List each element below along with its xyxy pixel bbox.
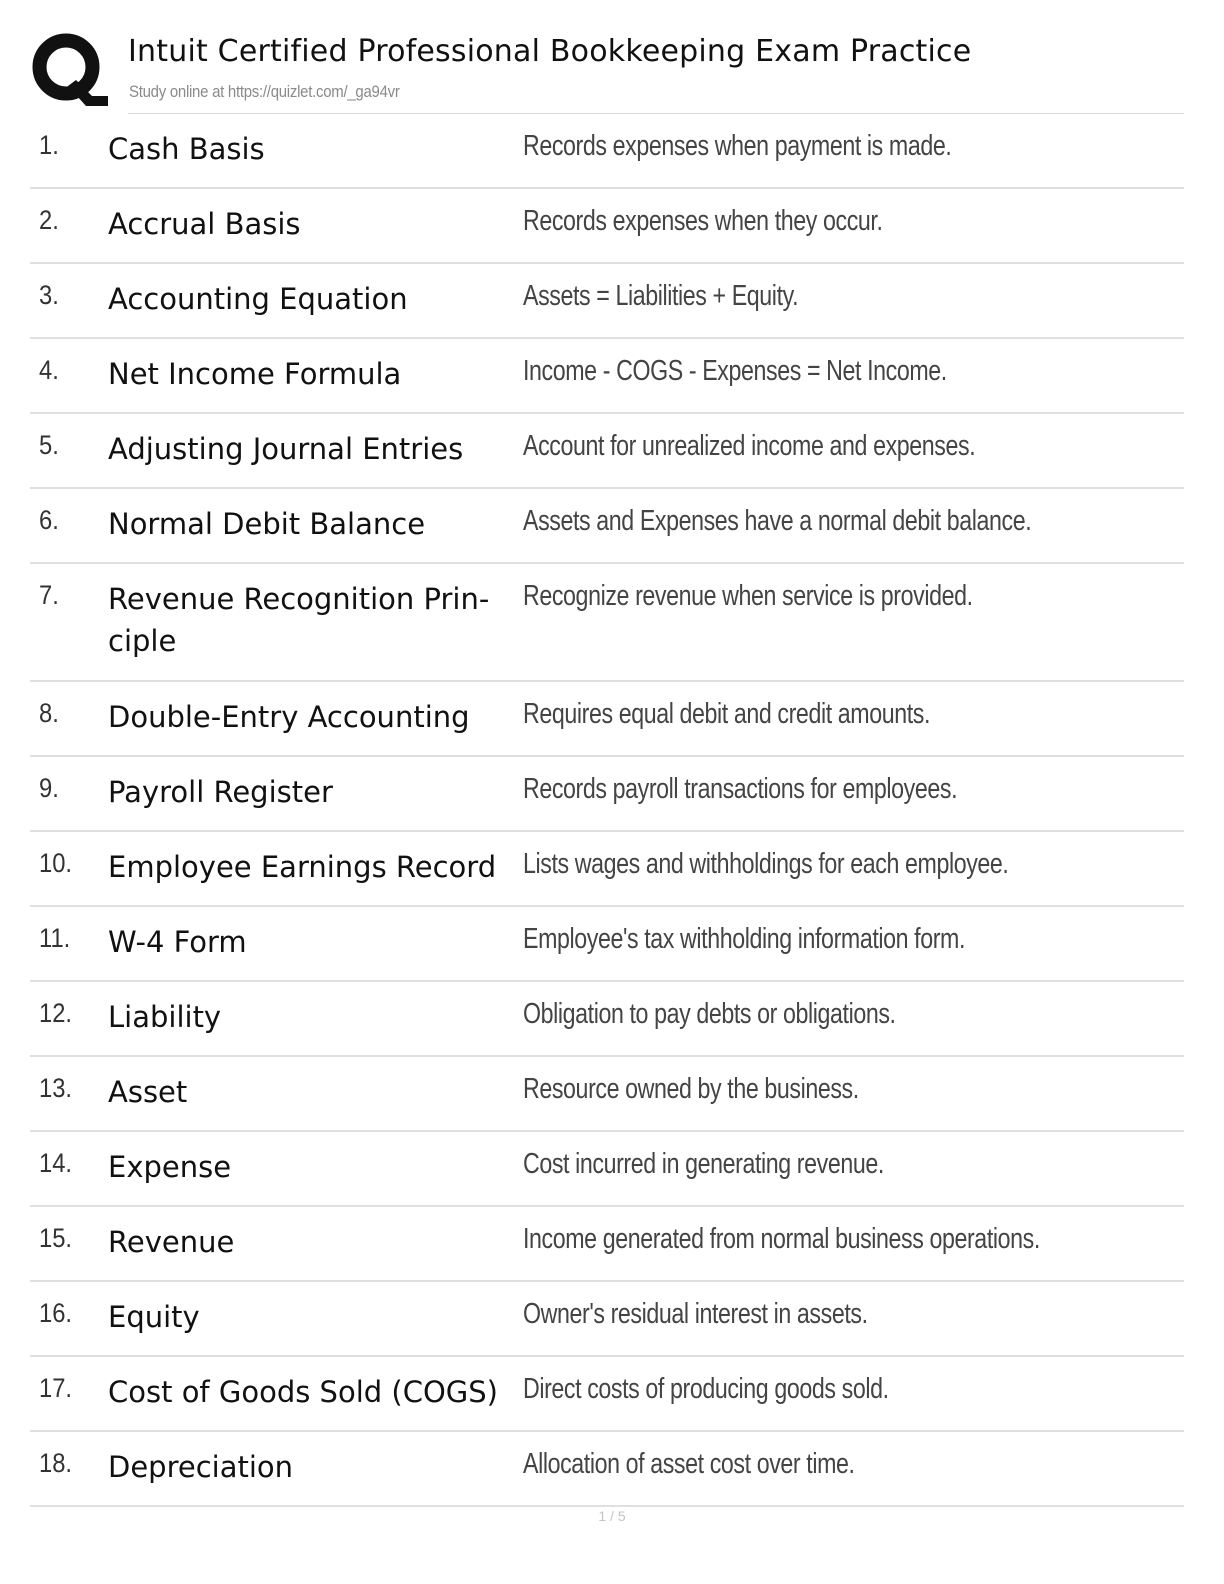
term-label: Liability <box>108 1000 222 1034</box>
term-number: 10. <box>39 848 73 878</box>
term-row <box>30 1057 1184 1132</box>
term-row <box>30 1357 1184 1432</box>
term-definition: Income generated from normal business operations. <box>523 1223 1040 1255</box>
term-label: W-4 Form <box>108 925 247 959</box>
term-definition: Employee's tax withholding information form. <box>523 923 966 955</box>
term-number: 13. <box>39 1073 73 1103</box>
term-label: Payroll Register <box>108 775 333 809</box>
term-row <box>30 189 1184 264</box>
term-list <box>30 114 1184 1507</box>
term-definition: Records expenses when payment is made. <box>523 130 952 162</box>
term-row <box>30 489 1184 564</box>
term-row <box>30 832 1184 907</box>
term-row <box>30 1207 1184 1282</box>
term-definition: Cost incurred in generating revenue. <box>523 1148 884 1180</box>
term-number: 12. <box>39 998 73 1028</box>
term-row <box>30 414 1184 489</box>
term-number: 14. <box>39 1148 73 1178</box>
term-definition: Lists wages and withholdings for each employee. <box>523 848 1009 880</box>
term-definition: Owner's residual interest in assets. <box>523 1298 868 1330</box>
term-label: Accounting Equation <box>108 282 408 316</box>
term-label: Revenue <box>108 1225 235 1259</box>
term-number: 3. <box>39 280 59 310</box>
term-label: Revenue Recognition Prin- ciple <box>108 582 490 658</box>
term-label: Depreciation <box>108 1450 294 1484</box>
page-number: 1 / 5 <box>598 1508 626 1524</box>
term-label: Double-Entry Accounting <box>108 700 470 734</box>
term-number: 18. <box>39 1448 73 1478</box>
term-label: Adjusting Journal Entries <box>108 432 464 466</box>
document-header <box>30 28 1184 114</box>
term-label: Normal Debit Balance <box>108 507 426 541</box>
term-number: 17. <box>39 1373 73 1403</box>
term-label: Equity <box>108 1300 200 1334</box>
term-row <box>30 264 1184 339</box>
study-online-link[interactable]: Study online at https://quizlet.com/_ga94vr <box>129 82 400 101</box>
term-definition: Obligation to pay debts or obligations. <box>523 998 896 1030</box>
term-number: 16. <box>39 1298 73 1328</box>
term-definition: Records expenses when they occur. <box>523 205 883 237</box>
term-label: Cash Basis <box>108 132 265 166</box>
term-number: 7. <box>39 580 59 610</box>
term-definition: Allocation of asset cost over time. <box>523 1448 855 1480</box>
term-row <box>30 1132 1184 1207</box>
term-row <box>30 1282 1184 1357</box>
term-label: Net Income Formula <box>108 357 402 391</box>
term-row <box>30 907 1184 982</box>
term-number: 15. <box>39 1223 73 1253</box>
page-title: Intuit Certified Professional Bookkeeping Exam Practice <box>128 34 972 69</box>
term-number: 11. <box>39 923 71 953</box>
term-definition: Resource owned by the business. <box>523 1073 859 1105</box>
term-number: 2. <box>39 205 59 235</box>
term-number: 6. <box>39 505 59 535</box>
term-definition: Recognize revenue when service is provided. <box>523 580 973 612</box>
term-label: Asset <box>108 1075 188 1109</box>
term-definition: Assets and Expenses have a normal debit balance. <box>523 505 1032 537</box>
term-number: 8. <box>39 698 59 728</box>
term-definition: Requires equal debit and credit amounts. <box>523 698 931 730</box>
term-row <box>30 1432 1184 1507</box>
term-definition: Assets = Liabilities + Equity. <box>523 280 799 312</box>
term-label: Employee Earnings Record <box>108 850 497 884</box>
term-label: Expense <box>108 1150 232 1184</box>
term-row <box>30 564 1184 682</box>
term-number: 9. <box>39 773 59 803</box>
term-number: 5. <box>39 430 59 460</box>
term-label: Accrual Basis <box>108 207 301 241</box>
term-definition: Account for unrealized income and expenses. <box>523 430 976 462</box>
term-number: 4. <box>39 355 59 385</box>
term-row <box>30 982 1184 1057</box>
term-row <box>30 339 1184 414</box>
term-definition: Direct costs of producing goods sold. <box>523 1373 889 1405</box>
term-row <box>30 114 1184 189</box>
term-row <box>30 757 1184 832</box>
quizlet-logo-icon <box>30 30 110 110</box>
term-label: Cost of Goods Sold (COGS) <box>108 1375 498 1409</box>
term-row <box>30 682 1184 757</box>
term-definition: Records payroll transactions for employees. <box>523 773 958 805</box>
term-number: 1. <box>39 130 59 160</box>
term-definition: Income - COGS - Expenses = Net Income. <box>523 355 947 387</box>
